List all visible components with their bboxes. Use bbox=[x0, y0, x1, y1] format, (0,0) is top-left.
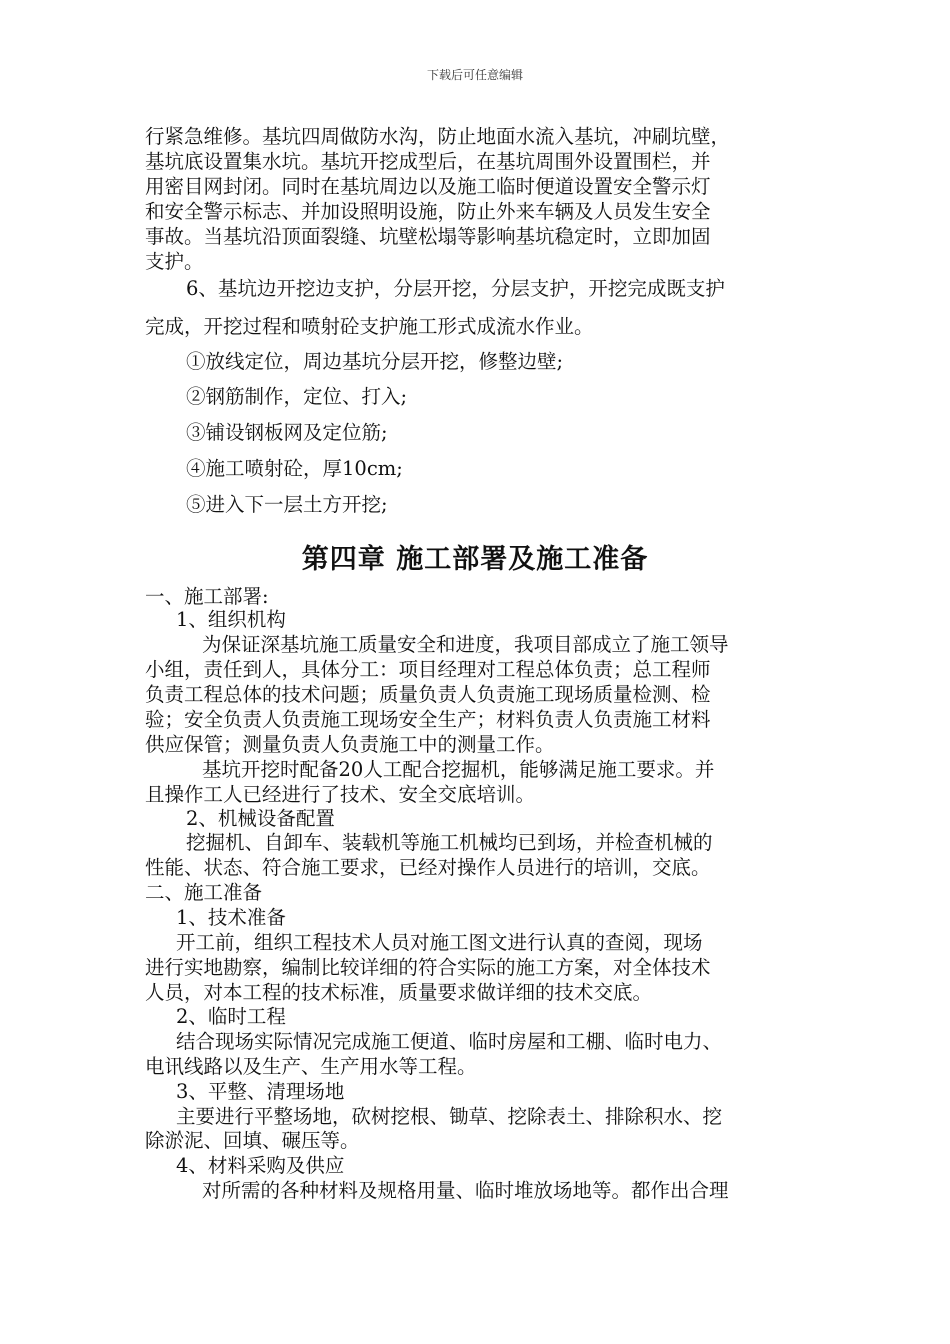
step-item: ①放线定位，周边基坑分层开挖，修整边壁; bbox=[186, 350, 564, 373]
body-line: 开工前，组织工程技术人员对施工图文进行认真的查阅，现场 bbox=[176, 931, 703, 954]
body-line: 除淤泥、回填、碾压等。 bbox=[145, 1129, 360, 1152]
body-line: 且操作工人已经进行了技术、安全交底培训。 bbox=[145, 783, 536, 806]
body-line: 验；安全负责人负责施工现场安全生产；材料负责人负责施工材料 bbox=[145, 708, 711, 731]
body-line: 对所需的各种材料及规格用量、临时堆放场地等。都作出合理 bbox=[202, 1179, 729, 1202]
step-item: ②钢筋制作，定位、打入; bbox=[186, 385, 408, 408]
item-6: 6、基坑边开挖边支护，分层开挖，分层支护，开挖完成既支护 bbox=[186, 277, 725, 300]
body-line: 支护。 bbox=[145, 250, 204, 273]
step-item: ③铺设钢板网及定位筋; bbox=[186, 421, 388, 444]
body-line: 负责工程总体的技术问题；质量负责人负责施工现场质量检测、检 bbox=[145, 683, 711, 706]
body-line: 结合现场实际情况完成施工便道、临时房屋和工棚、临时电力、 bbox=[176, 1030, 723, 1053]
subsection-heading: 3、平整、清理场地 bbox=[176, 1080, 345, 1103]
subsection-heading: 2、临时工程 bbox=[176, 1005, 286, 1028]
body-line: 用密目网封闭。同时在基坑周边以及施工临时便道设置安全警示灯 bbox=[145, 175, 711, 198]
body-line: 挖掘机、自卸车、装载机等施工机械均已到场，并检查机械的 bbox=[186, 831, 713, 854]
subsection-heading: 1、技术准备 bbox=[176, 906, 286, 929]
body-line: 小组，责任到人，具体分工：项目经理对工程总体负责；总工程师 bbox=[145, 658, 711, 681]
body-line: 行紧急维修。基坑四周做防水沟，防止地面水流入基坑，冲刷坑壁， bbox=[145, 125, 731, 148]
body-line: 人员，对本工程的技术标准，质量要求做详细的技术交底。 bbox=[145, 981, 653, 1004]
chapter-title: 第四章 施工部署及施工准备 bbox=[301, 544, 649, 575]
body-line: 进行实地勘察，编制比较详细的符合实际的施工方案，对全体技术 bbox=[145, 956, 711, 979]
body-line: 性能、状态、符合施工要求，已经对操作人员进行的培训，交底。 bbox=[145, 856, 711, 879]
subsection-heading: 1、组织机构 bbox=[176, 608, 286, 631]
subsection-heading: 4、材料采购及供应 bbox=[176, 1154, 345, 1177]
step-item: ④施工喷射砼，厚10cm; bbox=[186, 457, 403, 480]
item-6-cont: 完成，开挖过程和喷射砼支护施工形式成流水作业。 bbox=[145, 315, 594, 338]
body-line: 为保证深基坑施工质量安全和进度，我项目部成立了施工领导 bbox=[202, 633, 729, 656]
page-header: 下载后可任意编辑 bbox=[426, 68, 523, 82]
body-line: 基坑底设置集水坑。基坑开挖成型后，在基坑周围外设置围栏，并 bbox=[145, 150, 711, 173]
section-heading: 二、施工准备 bbox=[145, 881, 263, 904]
step-item: ⑤进入下一层土方开挖; bbox=[186, 493, 388, 516]
body-line: 和安全警示标志、并加设照明设施，防止外来车辆及人员发生安全 bbox=[145, 200, 711, 223]
body-line: 事故。当基坑沿顶面裂缝、坑壁松塌等影响基坑稳定时，立即加固 bbox=[145, 225, 711, 248]
body-line: 电讯线路以及生产、生产用水等工程。 bbox=[145, 1055, 477, 1078]
section-heading: 一、施工部署: bbox=[145, 585, 269, 608]
body-line: 供应保管；测量负责人负责施工中的测量工作。 bbox=[145, 733, 555, 756]
body-line: 主要进行平整场地，砍树挖根、锄草、挖除表土、排除积水、挖 bbox=[176, 1105, 723, 1128]
body-line: 基坑开挖时配备20人工配合挖掘机，能够满足施工要求。并 bbox=[202, 758, 715, 781]
subsection-heading: 2、机械设备配置 bbox=[186, 807, 335, 830]
